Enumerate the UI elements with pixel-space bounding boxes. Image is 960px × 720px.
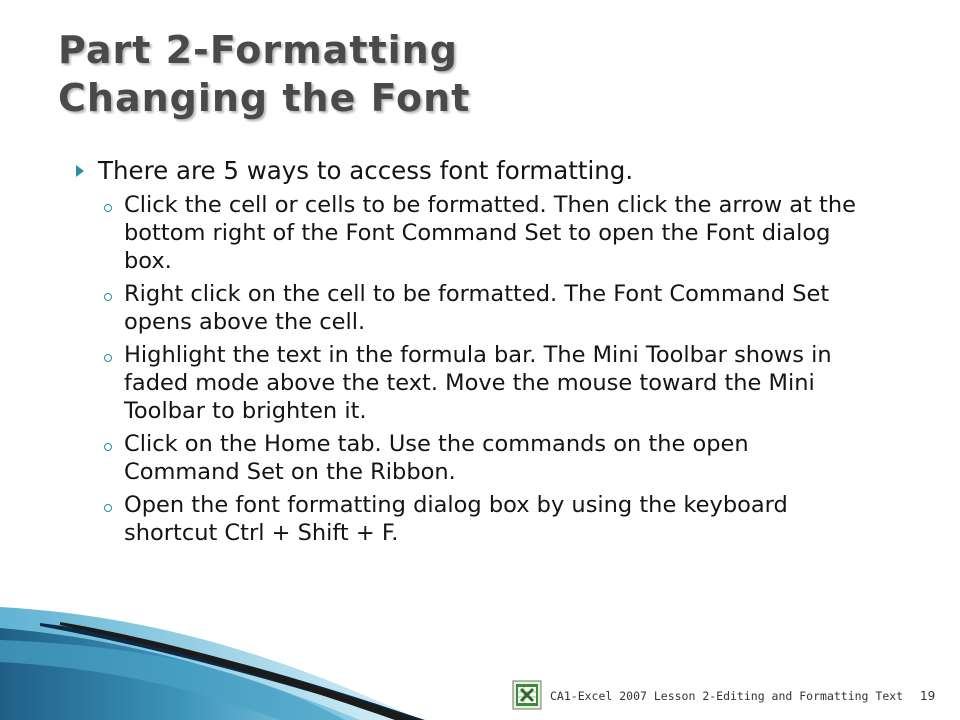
main-bullet xyxy=(76,155,856,186)
footer-text: CA1-Excel 2007 Lesson 2-Editing and Formatting Text xyxy=(550,689,904,703)
excel-icon xyxy=(512,680,542,710)
circle-bullet-icon xyxy=(104,354,112,362)
circle-bullet-icon xyxy=(104,443,112,451)
sub-bullet-1 xyxy=(100,191,856,275)
sub-bullet-text: Click on the Home tab. Use the commands on the open Command Set on the Ribbon. xyxy=(124,431,749,485)
main-bullet-text: There are 5 ways to access font formatting. xyxy=(98,156,634,185)
sub-bullet-text: Click the cell or cells to be formatted. Then click the arrow at the bottom right of the Font Command Set to open the Font dialog box. xyxy=(124,192,856,274)
circle-bullet-icon xyxy=(104,293,112,301)
slide-title xyxy=(58,26,918,122)
arrow-bullet-icon xyxy=(76,165,84,177)
circle-bullet-icon xyxy=(104,504,112,512)
sub-bullet-text: Highlight the text in the formula bar. The Mini Toolbar shows in faded mode above the text. Move the mouse toward the Mini Toolbar to brighten it. xyxy=(124,342,832,424)
sub-bullet-3 xyxy=(100,341,856,425)
sub-bullet-4 xyxy=(100,430,856,486)
sub-bullet-2 xyxy=(100,280,856,336)
page-number: 19 xyxy=(920,689,936,703)
circle-bullet-icon xyxy=(104,204,112,212)
sub-bullet-text: Right click on the cell to be formatted. The Font Command Set opens above the cell. xyxy=(124,281,830,335)
title-line-1: Part 2-Formatting xyxy=(58,28,458,72)
bullet-list xyxy=(76,155,856,552)
sub-bullet-5 xyxy=(100,491,856,547)
sub-bullet-text: Open the font formatting dialog box by using the keyboard shortcut Ctrl + Shift + F. xyxy=(124,492,788,546)
title-line-2: Changing the Font xyxy=(58,76,471,120)
